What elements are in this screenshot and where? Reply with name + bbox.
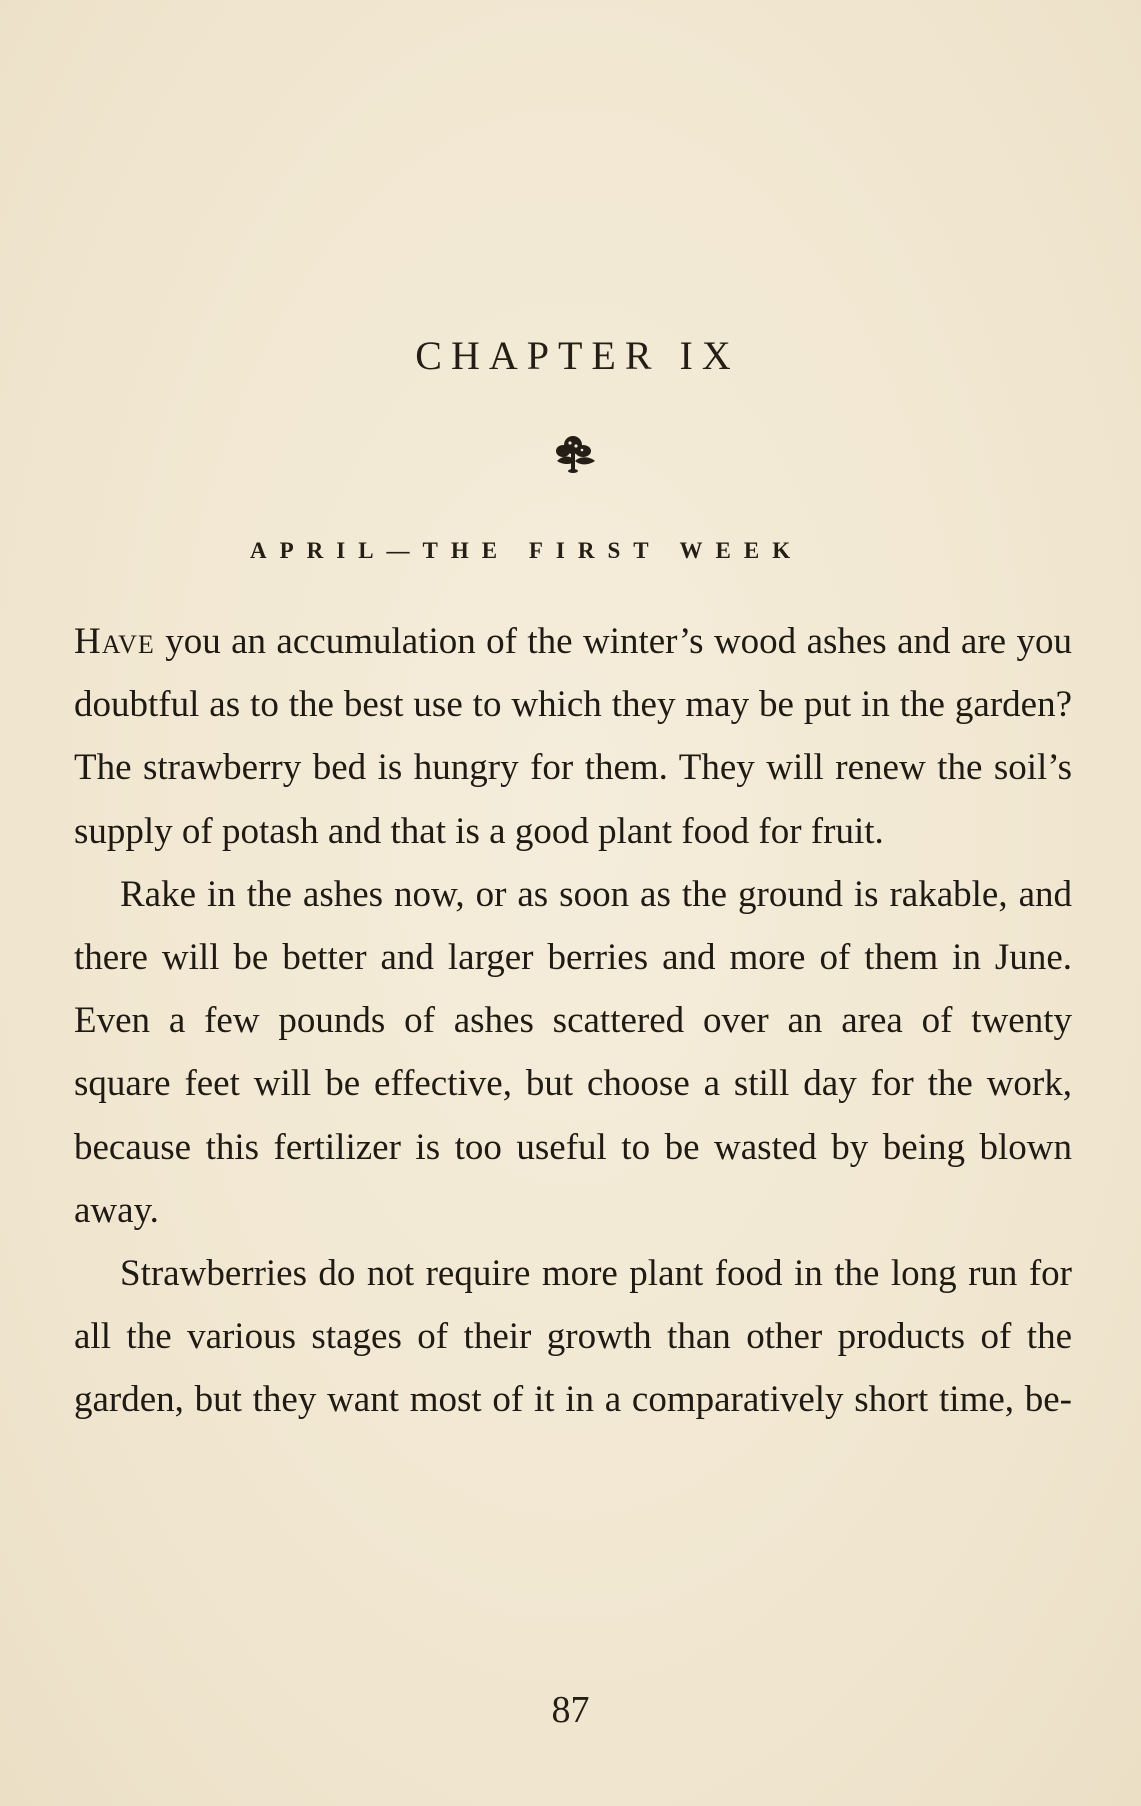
chapter-body [74, 610, 1072, 1432]
leaf-flower-ornament-icon [549, 431, 597, 475]
drop-lead-word: Have [74, 621, 155, 662]
paragraph-1 [74, 610, 1072, 863]
paragraph-1-text: you an accumulation of the winter’s wood ashes and are you doubtful as to the best use to which they may be put in the garden? The strawberry bed is hungry for them. They will renew the soil’s supply of potash and that is a good plant food for fruit. [74, 621, 1072, 852]
paragraph-3: Strawberries do not require more plant food in the long run for all the various stages of their growth than other products of the garden, but they want most of it in a comparatively short time, be- [74, 1253, 1072, 1421]
chapter-title: CHAPTER IX [415, 333, 740, 378]
chapter-subtitle: APRIL—THE FIRST WEEK [250, 538, 804, 563]
page-number: 87 [551, 1689, 590, 1731]
paragraph-2: Rake in the ashes now, or as soon as the ground is rakable, and there will be better and larger berries and more of them in June. Even a few pounds of ashes scattered over an area of twenty square feet will be effective, but choose a still day for the work, because this fertilizer is too useful to be wasted by being blown away. [74, 873, 1072, 1231]
